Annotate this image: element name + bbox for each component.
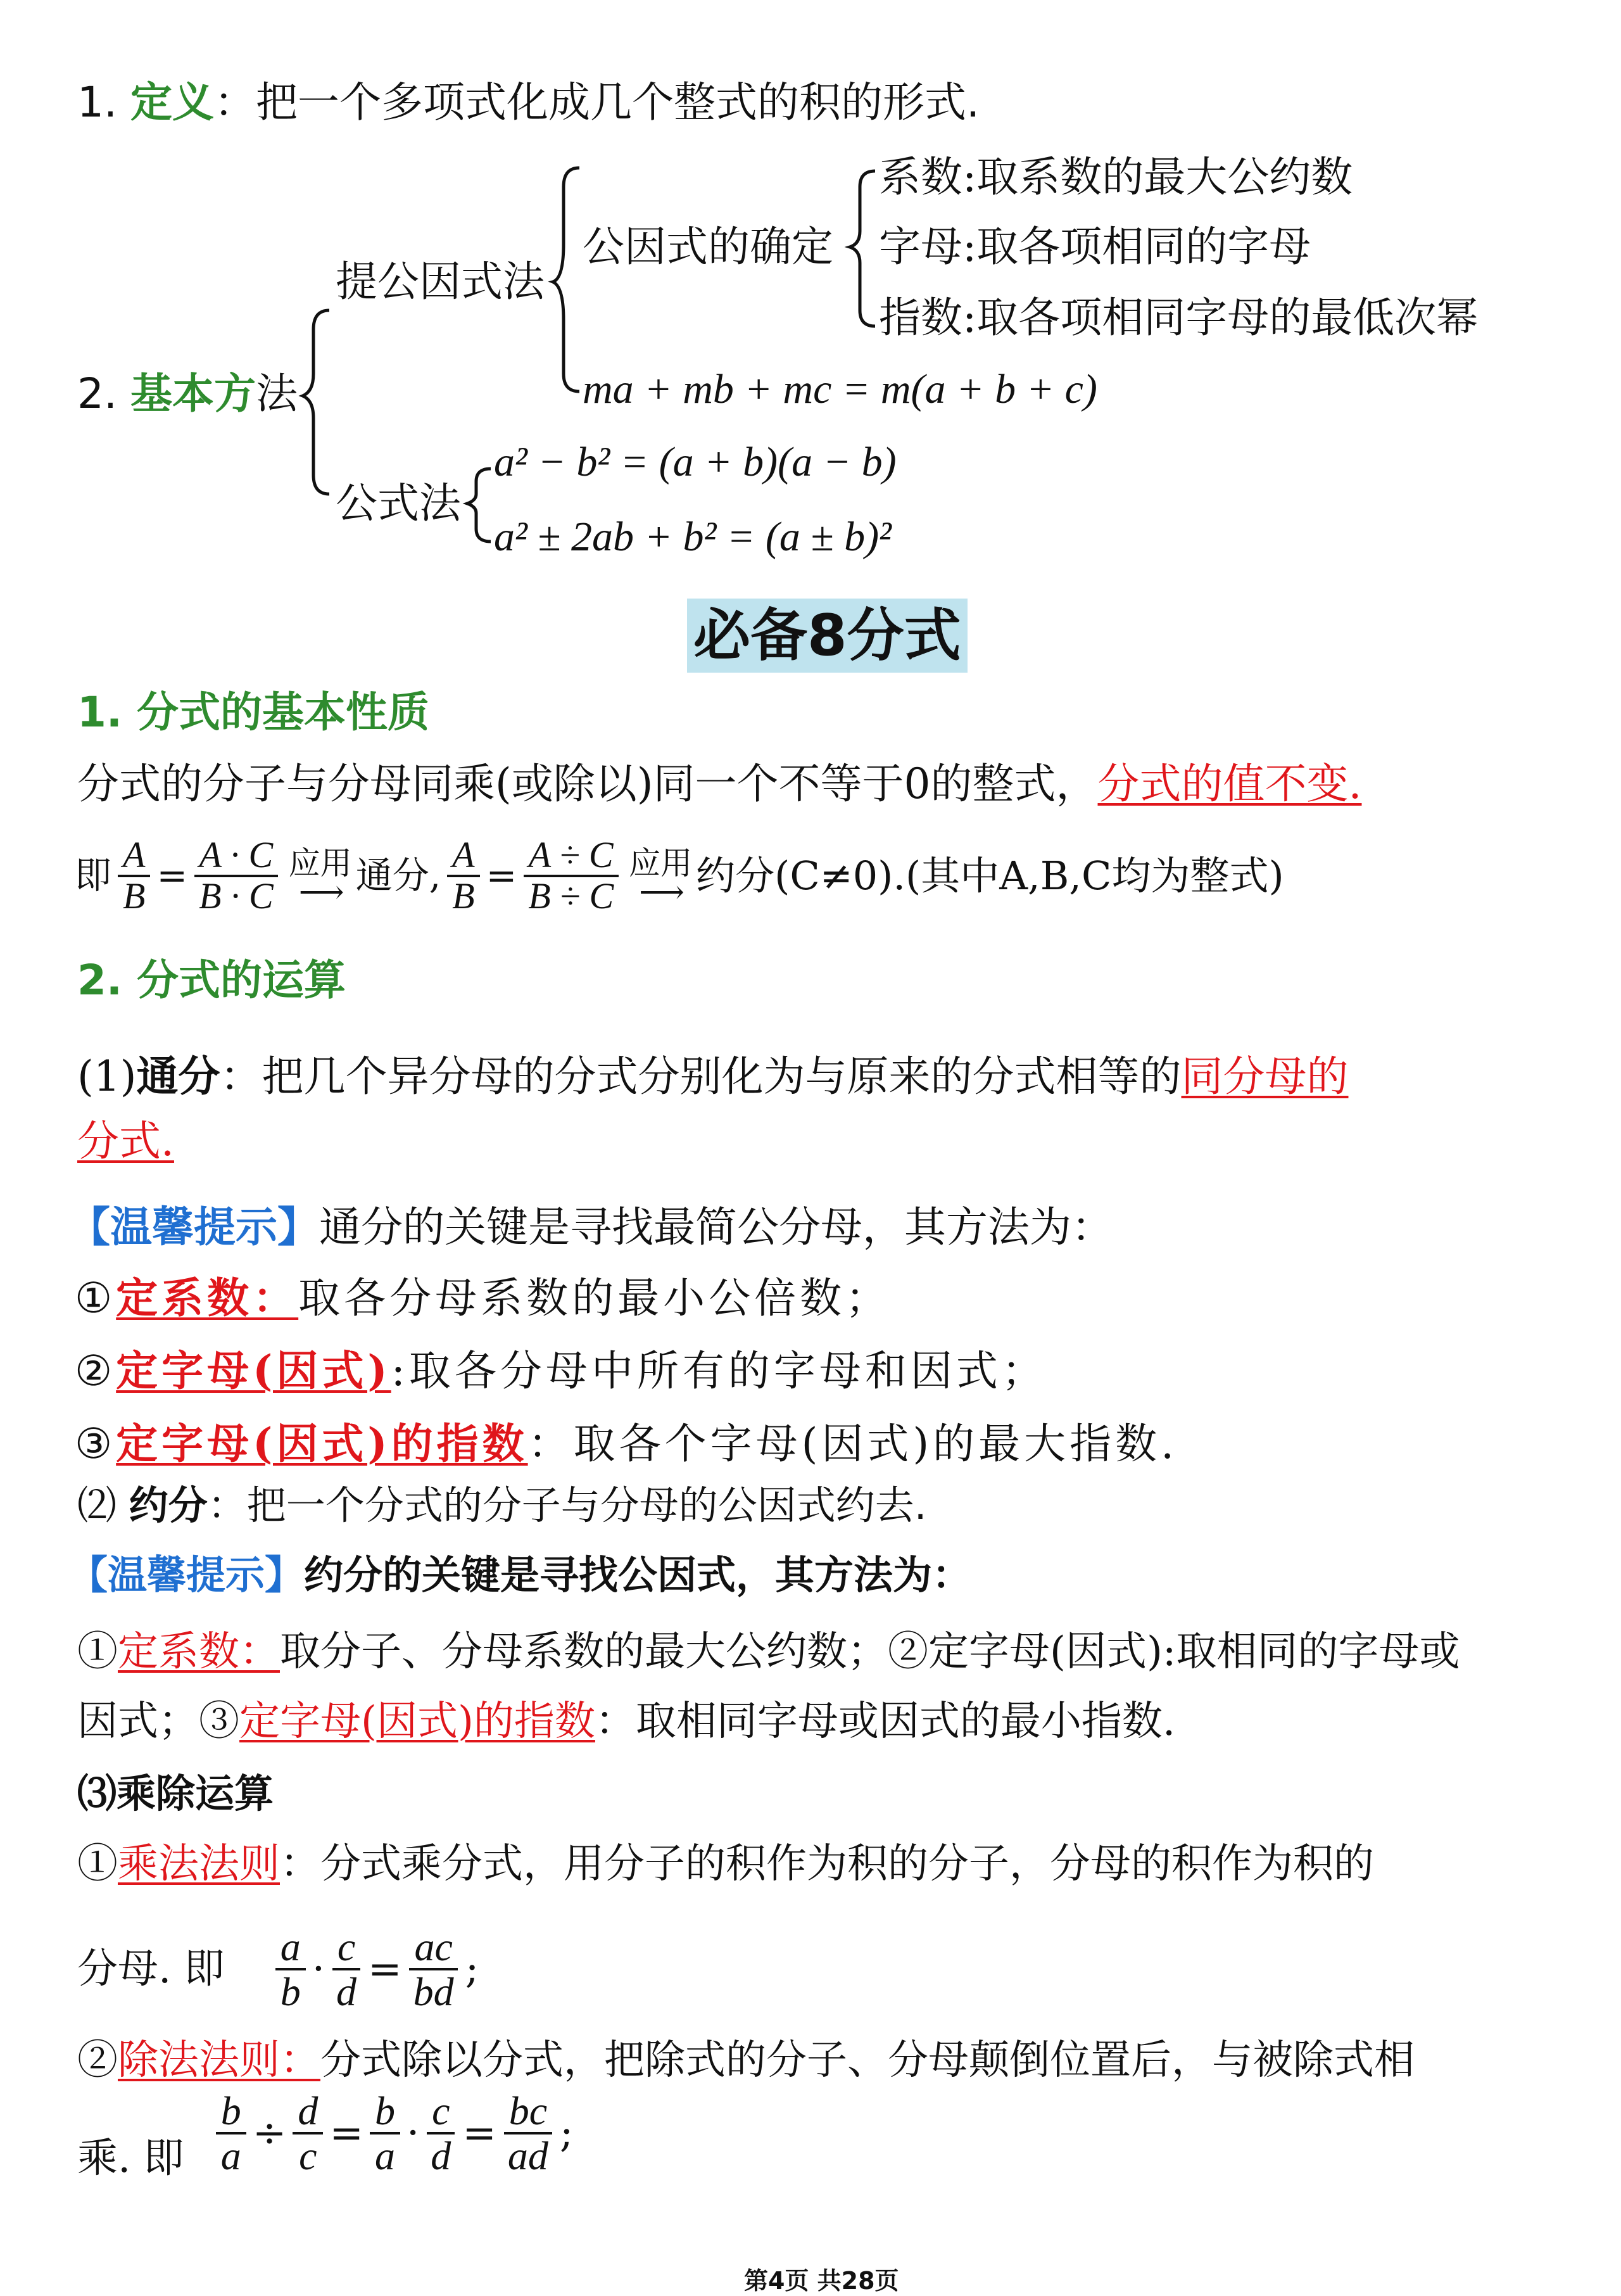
- tip2-label: 【温馨提示】: [68, 1552, 305, 1598]
- r1-text: 取分子、分母系数的最大公约数；②定字母(因式):取相同的字母或: [280, 1628, 1460, 1675]
- mult-rule-line: [77, 1840, 1374, 1889]
- method-tigong: 提公因式法: [336, 257, 545, 306]
- perfect-square-formula: a² ± 2ab + b² = (a ± b)²: [494, 514, 892, 560]
- ji-label: 即: [75, 854, 112, 897]
- tip1-line: [68, 1202, 1113, 1252]
- frac-b-over-a: $\frac{b}{a}$: [216, 2090, 246, 2177]
- tongfen-step-3: [75, 1419, 1178, 1469]
- gongyin-brace: [850, 171, 875, 326]
- d-text: 分式除以分式，把除式的分子、分母颠倒位置后，与被除式相: [320, 2037, 1415, 2084]
- r2-tail: ：取相同字母或因式的最小指数.: [595, 1698, 1176, 1745]
- div-op: ÷: [252, 2110, 287, 2157]
- frac-bc-over-ad: $\frac{bc}{ad}$: [503, 2090, 553, 2177]
- t2-label: 约分: [129, 1482, 208, 1528]
- chengchu-heading: ⑶乘除运算: [77, 1770, 274, 1817]
- def-label: 定义: [130, 78, 214, 127]
- prop-text-red: 分式的值不变.: [1097, 759, 1362, 808]
- frac-a-over-b: $\frac{A}{B}$: [118, 836, 150, 916]
- s1-red: 定系数：: [116, 1273, 299, 1322]
- s3-text: ：取各个字母(因式)的最大指数.: [527, 1419, 1178, 1468]
- s3-red: 定字母(因式)的指数: [116, 1419, 528, 1468]
- frac-a-over-b-mult: $\frac{a}{b}$: [275, 1925, 306, 2013]
- method-label-tail: 法: [255, 369, 298, 418]
- tongfen-label: 通分: [355, 854, 429, 897]
- dot-op-2: ·: [406, 2110, 420, 2157]
- section-title-text: 必备8分式: [687, 599, 968, 673]
- dot-op: ·: [312, 1945, 325, 1993]
- r2-text: 因式；③: [77, 1698, 239, 1745]
- d2-label: 乘. 即: [77, 2135, 184, 2182]
- basic-method-line: [77, 369, 298, 419]
- method-letter: 字母:取各项相同的字母: [879, 222, 1311, 271]
- method-coef: 系数:取系数的最大公约数: [879, 153, 1353, 201]
- tigong-formula: ma + mb + mc = m(a + b + c): [583, 366, 1097, 412]
- div-rule-line: [77, 2036, 1415, 2085]
- s1-num: ①: [75, 1274, 117, 1322]
- tigong-brace: [553, 168, 579, 391]
- prop-formula-line: [75, 836, 1284, 916]
- prop-text-line: [77, 759, 1361, 809]
- eq-sign-2: =: [486, 854, 517, 897]
- prop-tail: 约分(C≠0).(其中A,B,C均为整式): [696, 852, 1284, 899]
- gongshi-brace: [467, 469, 491, 542]
- frac-d-over-c: $\frac{d}{c}$: [293, 2090, 323, 2177]
- s2-text: :取各分母中所有的字母和因式；: [391, 1347, 1047, 1395]
- t1-text: ：把几个异分母的分式分别化为与原来的分式相等的: [220, 1052, 1182, 1101]
- s1-text: 取各分母系数的最小公倍数；: [298, 1274, 892, 1322]
- def-number: 1.: [77, 78, 117, 127]
- r1-num: ①: [77, 1628, 118, 1675]
- frac-b-over-a-2: $\frac{b}{a}$: [370, 2090, 400, 2177]
- r2-red: 定字母(因式)的指数: [239, 1698, 595, 1745]
- method-label: 基本方: [130, 369, 256, 418]
- t1-red-2: 分式.: [77, 1117, 174, 1165]
- method-gongyin-det: 公因式的确定: [583, 222, 833, 271]
- m-text: ：分式乘分式，用分子的积作为积的分子，分母的积作为积的: [280, 1841, 1374, 1887]
- s3-num: ③: [75, 1419, 117, 1468]
- section-title: [687, 589, 968, 671]
- t1-red: 同分母的: [1181, 1052, 1349, 1101]
- ops-heading: 2. 分式的运算: [77, 956, 346, 1005]
- t2-num: ⑵: [77, 1482, 117, 1528]
- t1-label: 通分: [136, 1051, 220, 1101]
- outer-brace: [303, 310, 329, 494]
- page-footer: 第4页 共28页: [744, 2267, 899, 2295]
- yuefen-def-line: [77, 1482, 926, 1529]
- t1-num: (1): [77, 1052, 137, 1101]
- separator: ,: [429, 854, 441, 897]
- tip2-text: 约分的关键是寻找公因式，其方法为：: [304, 1552, 972, 1598]
- semi-mult: ;: [465, 1945, 479, 1993]
- def-text: ：把一个多项式化成几个整式的积的形式.: [213, 78, 980, 127]
- tip1-text: 通分的关键是寻找最简公分母，其方法为：: [319, 1203, 1113, 1252]
- m2-label: 分母. 即: [77, 1945, 225, 1993]
- method-brace-diagram: [0, 0, 1621, 583]
- tongfen-step-1: [75, 1273, 891, 1323]
- frac-c-over-d: $\frac{c}{d}$: [426, 2090, 456, 2177]
- t2-text: ：把一个分式的分子与分母的公因式约去.: [207, 1482, 927, 1528]
- frac-c-over-d-mult: $\frac{c}{d}$: [331, 1925, 362, 2013]
- tip2-line: [68, 1552, 971, 1599]
- eq-sign: =: [156, 854, 188, 897]
- method-index: 指数:取各项相同字母的最低次幂: [879, 293, 1479, 342]
- yuefen-steps-line-2: [77, 1697, 1175, 1746]
- frac-adc-over-bdc: $\frac{A \div C}{B \div C}$: [523, 836, 619, 916]
- eq-div-2: =: [462, 2110, 496, 2157]
- tongfen-step-2: [75, 1346, 1047, 1396]
- tip1-label: 【温馨提示】: [68, 1202, 319, 1252]
- frac-a-over-b-2: $\frac{A}{B}$: [447, 836, 479, 916]
- m-red: 乘法法则: [118, 1841, 280, 1887]
- prop-heading: 1. 分式的基本性质: [77, 688, 429, 737]
- apply-arrow-1: 应用 ⟶: [288, 844, 352, 910]
- eq-div-1: =: [329, 2110, 363, 2157]
- r1-red: 定系数：: [118, 1628, 280, 1675]
- method-number: 2.: [77, 369, 117, 418]
- m-num: ①: [77, 1841, 118, 1887]
- eq-mult: =: [368, 1945, 402, 1993]
- s2-num: ②: [75, 1347, 117, 1395]
- tongfen-def-line: [77, 1051, 1349, 1101]
- s2-red: 定字母(因式): [116, 1346, 391, 1395]
- square-diff-formula: a² − b² = (a + b)(a − b): [494, 439, 897, 485]
- d-num: ②: [77, 2037, 118, 2084]
- div-formula-line: [77, 2084, 573, 2183]
- tongfen-def-line-2: [77, 1116, 174, 1166]
- semi-div: ;: [559, 2110, 574, 2157]
- prop-text: 分式的分子与分母同乘(或除以)同一个不等于0的整式，: [77, 759, 1098, 808]
- d-red: 除法法则：: [118, 2037, 320, 2084]
- mult-formula-line: [77, 1925, 479, 2013]
- method-gongshi: 公式法: [336, 479, 461, 528]
- frac-ac-over-bd: $\frac{ac}{bd}$: [408, 1925, 459, 2013]
- yuefen-steps-line-1: [77, 1628, 1460, 1677]
- apply-arrow-2: 应用 ⟶: [629, 844, 693, 910]
- frac-ac-over-bc: $\frac{A \cdot C}{B \cdot C}$: [194, 836, 279, 916]
